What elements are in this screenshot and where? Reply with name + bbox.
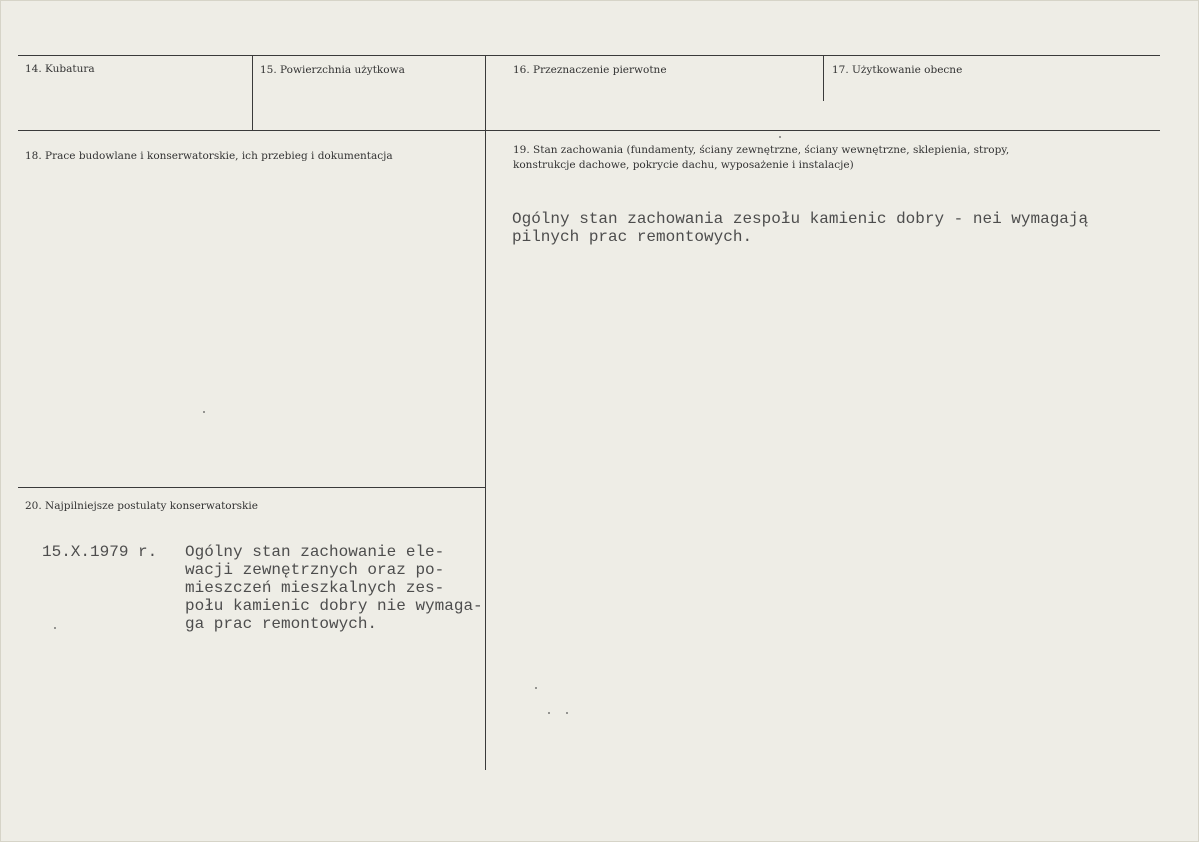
postulaty-date: 15.X.1979 r. (42, 543, 158, 561)
postulaty-line-2: wacji zewnętrznych oraz po- (185, 561, 445, 579)
stan-typed-line2: pilnych prac remontowych. (512, 228, 753, 246)
postulaty-line-3: mieszczeń mieszkalnych zes- (185, 579, 445, 597)
divider-16-17 (823, 55, 824, 101)
field-19-stan-label-line2: konstrukcje dachowe, pokrycie dachu, wyposażenie i instalacje) (513, 159, 854, 171)
postulaty-line-4: połu kamienic dobry nie wymaga- (185, 597, 483, 615)
paper-speck (203, 411, 205, 413)
top-rule (18, 55, 1160, 56)
stan-typed-line1: Ogólny stan zachowania zespołu kamienic dobry - nei wymagają (512, 210, 1089, 228)
field-17-uzytkowanie-label: 17. Użytkowanie obecne (832, 64, 963, 76)
field-20-postulaty-label: 20. Najpilniejsze postulaty konserwatorskie (25, 500, 258, 512)
section-20-rule (18, 487, 485, 488)
paper-speck (566, 712, 568, 714)
middle-rule (18, 130, 1160, 131)
field-18-prace-label: 18. Prace budowlane i konserwatorskie, ich przebieg i dokumentacja (25, 150, 393, 162)
divider-15-16 (485, 55, 486, 770)
paper-speck (535, 687, 537, 689)
field-15-powierzchnia-label: 15. Powierzchnia użytkowa (260, 64, 405, 76)
divider-14-15 (252, 55, 253, 130)
postulaty-line-1: Ogólny stan zachowanie ele- (185, 543, 445, 561)
field-16-przeznaczenie-label: 16. Przeznaczenie pierwotne (513, 64, 667, 76)
paper-speck (779, 136, 781, 138)
paper-speck (54, 627, 56, 629)
postulaty-line-5: ga prac remontowych. (185, 615, 378, 633)
field-14-kubatura-label: 14. Kubatura (25, 63, 95, 75)
paper-speck (548, 712, 550, 714)
field-19-stan-label-line1: 19. Stan zachowania (fundamenty, ściany zewnętrzne, ściany wewnętrzne, sklepienia, stropy, (513, 144, 1010, 156)
